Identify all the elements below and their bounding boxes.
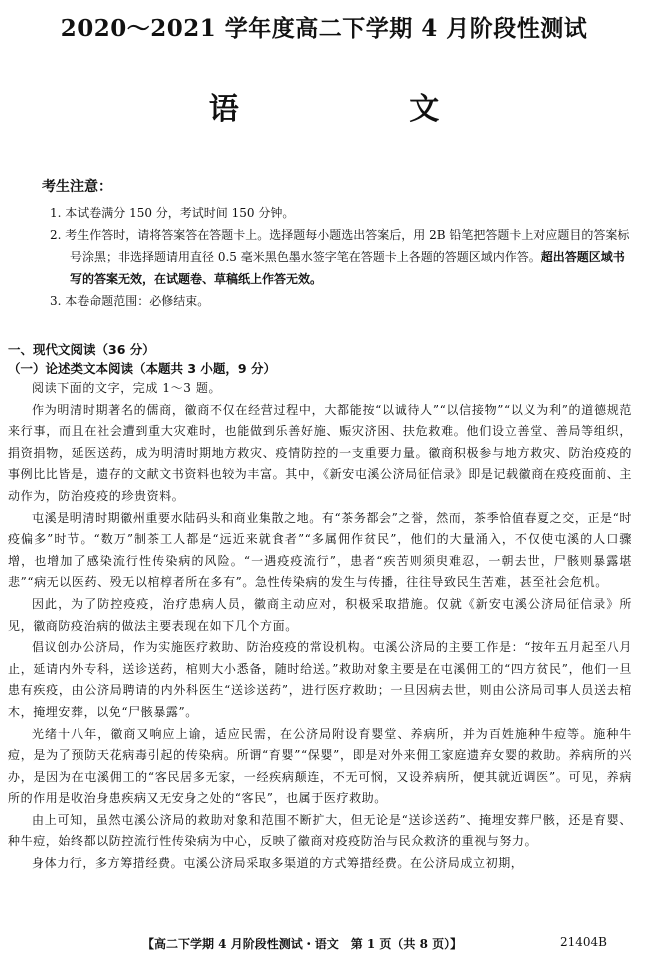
notice-item-1: 1. 本试卷满分 150 分，考试时间 150 分钟。 [50,206,295,220]
paragraph: 阅读下面的文字，完成 1～3 题。 [32,381,222,395]
notice-item-2-bold: 超出答题区域书写的答案无效，在试题卷、草稿纸上作答无效。 [70,250,625,286]
paragraph: 光绪十八年，徽商又响应上谕，适应民需，在公济局附设育婴堂、养病所，并为百姓施种牛痘等。施种牛痘，是为了预防天花病毒引起的传染病。所谓“育婴”“保婴”，即是对外来佣工家庭遗弃女婴的救助。养病所的兴办，是因为在屯溪佣工的“客民居多无家，一经疾病颠连，不无可悯，又设养病所，便其就近调医”。可见，养病所的作用是收治身患疾病又无安身之处的“客民”，也属于医疗救助。 [8,726,632,806]
paragraph: 由上可知，虽然屯溪公济局的救助对象和范围不断扩大，但无论是“送诊送药”、掩埋安葬尸骸，还是育婴、种牛痘，始终都以防控流行性传染病为中心，反映了徽商对疫疫防治与民众救济的重视与努力。 [8,812,632,849]
reading-section [8,340,632,875]
notice-item-2-text: 2. 考生作答时，请将答案答在答题卡上。选择题每小题选出答案后，用 2B 铅笔把答题卡上对应题目的答案标号涂黑；非选择题请用直径 0.5 毫米黑色墨水签字笔在答题卡上各题的答题区域内作答。 [50,228,630,264]
footer-code: 21404B [560,935,607,949]
notice-title: 考生注意： [42,179,112,195]
paragraph: 因此，为了防控疫疫，治疗患病人员，徽商主动应对，积极采取措施。仅就《新安屯溪公济局征信录》所见，徽商防疫治病的做法主要表现在如下几个方面。 [8,596,632,633]
footer-page-info: 【高二下学期 4 月阶段性测试・语文 第 1 页（共 8 页）】 [142,937,463,951]
notice-section [42,176,632,312]
page-footer [0,935,648,955]
paragraph: 身体力行，多方筹措经费。屯溪公济局采取多渠道的方式筹措经费。在公济局成立初期， [32,856,524,871]
paragraph: 作为明清时期著名的儒商，徽商不仅在经营过程中，大都能按“以诚待人”“以信接物”“以义为利”的道德规范来行事，而且在社会遭到重大灾难时，也能做到乐善好施、赈灾济困、扶危救难。他们设立善堂、善局等组织，捐资捐物，延医送药，成为明清时期地方救灾、疫情防控的一支重要力量。徽商积极参与地方救灾、防治疫疫的事例比比皆是，遗存的文献文书资料也较为丰富。其中，《新安屯溪公济局征信录》即是记载徽商在疫疫面前、主动作为，防治疫疫的珍贵资料。 [8,402,633,503]
notice-item-2 [42,224,632,290]
section-title-part1a: （一）论述类文本阅读（本题共 3 小题，9 分） [8,361,276,376]
exam-title: 2020～2021 学年度高二下学期 4 月阶段性测试 [60,15,588,42]
section-title-part1: 一、现代文阅读（36 分） [8,342,155,357]
paragraph: 倡议创办公济局，作为实施医疗救助、防治疫疫的常设机构。屯溪公济局的主要工作是：“按年五月起至八月止，延请内外专科，送诊送药，棺则大小悉备，随时给送。”救助对象主要是在屯溪佣工的“四方贫民”，他们一旦患有疾疫，由公济局聘请的内外科医生“送诊送药”，进行医疗救助；一旦因病去世，则由公济局司事人员送去棺木，掩埋安葬，以免“尸骸暴露”。 [8,640,632,719]
notice-item-3: 3. 本卷命题范围：必修结束。 [50,294,210,308]
subject-title: 语 文 [208,92,500,127]
paragraph: 屯溪是明清时期徽州重要水陆码头和商业集散之地。有“茶务都会”之誉，然而，茶季恰值春夏之交，正是“时疫偏多”时节。“数万”制茶工人都是“远近来就食者”“多属佣作贫民”，他们的大量涌入，不仅使屯溪的人口骤增，也增加了感染流行性传染病的风险。“一遇疫疫流行”，患者“疾苦则须臾难忍，一朝去世，尸骸则暴露堪悲”“病无以医药、殁无以棺椁者所在多有”。急性传染病的发生与传播，往往导致民生苦难，甚至社会危机。 [8,510,633,590]
